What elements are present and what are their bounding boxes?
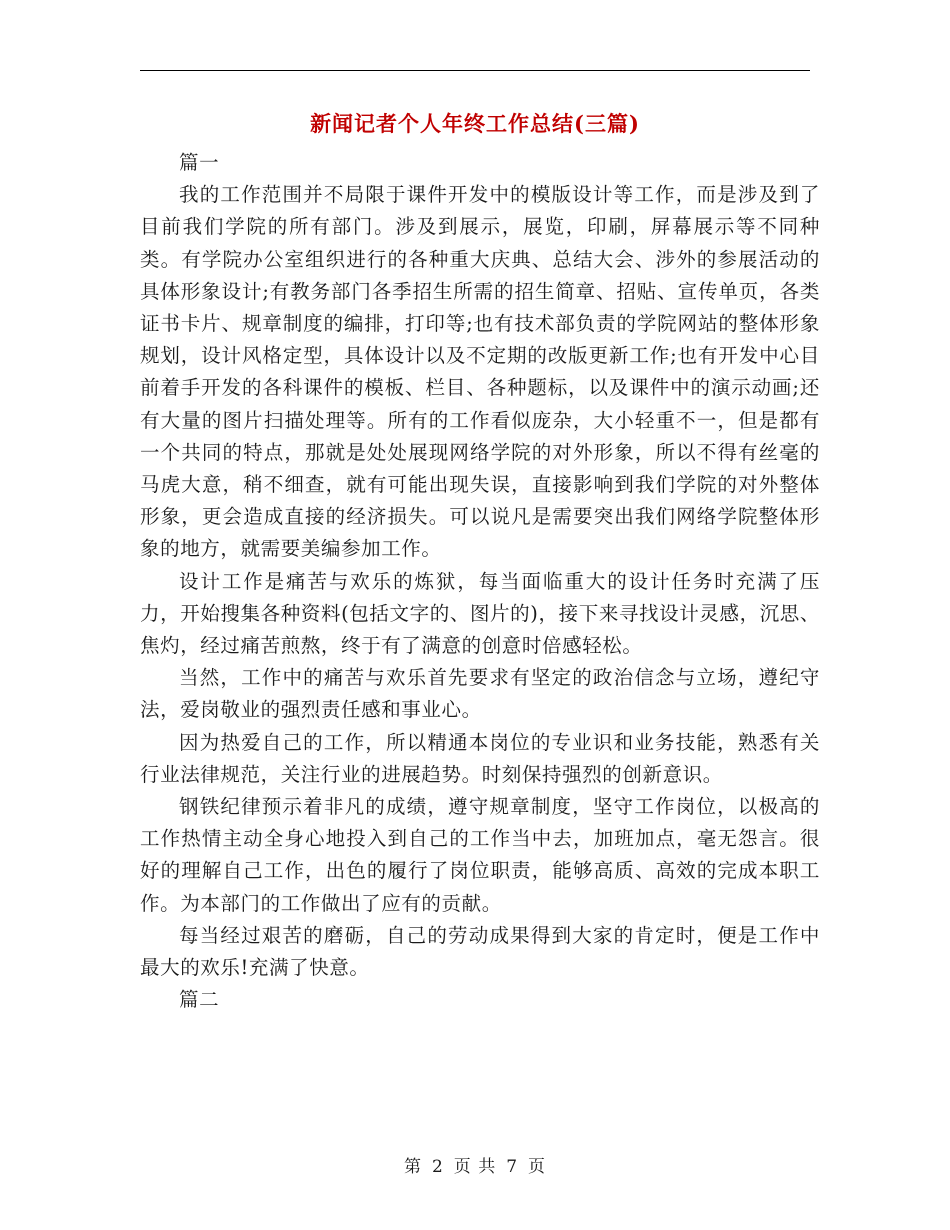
section-heading-2: 篇二 xyxy=(179,988,220,1012)
document-body xyxy=(140,147,820,1016)
page-footer xyxy=(0,1152,950,1177)
paragraph-1: 我的工作范围并不局限于课件开发中的模版设计等工作，而是涉及到了目前我们学院的所有部门。涉及到展示，展览，印刷，屏幕展示等不同种类。有学院办公室组织进行的各种重大庆典、总结大会、涉外的参展活动的具体形象设计;有教务部门各季招生所需的招生简章、招贴、宣传单页，各类证书卡片、规章制度的编排，打印等;也有技术部负责的学院网站的整体形象规划，设计风格定型，具体设计以及不定期的改版更新工作;也有开发中心目前着手开发的各科课件的模板、栏目、各种题标，以及课件中的演示动画;还有大量的图片扫描处理等。所有的工作看似庞杂，大小轻重不一，但是都有一个共同的特点，那就是处处展现网络学院的对外形象，所以不得有丝毫的马虎大意，稍不细查，就有可能出现失误，直接影响到我们学院的对外整体形象，更会造成直接的经济损失。可以说凡是需要突出我们网络学院整体形象的地方，就需要美编参加工作。 xyxy=(140,183,820,561)
paragraph-4: 因为热爱自己的工作，所以精通本岗位的专业识和业务技能，熟悉有关行业法律规范，关注行业的进展趋势。时刻保持强烈的创新意识。 xyxy=(140,730,820,786)
header-rule xyxy=(140,70,810,71)
paragraph-3: 当然，工作中的痛苦与欢乐首先要求有坚定的政治信念与立场，遵纪守法，爱岗敬业的强烈责任感和事业心。 xyxy=(140,666,820,722)
document-title: 新闻记者个人年终工作总结(三篇) xyxy=(310,111,640,136)
paragraph-6: 每当经过艰苦的磨砺，自己的劳动成果得到大家的肯定时，便是工作中最大的欢乐!充满了快意。 xyxy=(140,923,820,980)
paragraph-2: 设计工作是痛苦与欢乐的炼狱，每当面临重大的设计任务时充满了压力，开始搜集各种资料(包括文字的、图片的)，接下来寻找设计灵感，沉思、焦灼，经过痛苦煎熬，终于有了满意的创意时倍感轻松。 xyxy=(140,569,820,658)
footer-suffix: 页 xyxy=(528,1157,547,1177)
current-page-number: 2 xyxy=(431,1157,444,1177)
paragraph-5: 钢铁纪律预示着非凡的成绩，遵守规章制度，坚守工作岗位，以极高的工作热情主动全身心地投入到自己的工作当中去，加班加点，毫无怨言。很好的理解自己工作，出色的履行了岗位职责，能够高质、高效的完成本职工作。为本部门的工作做出了应有的贡献。 xyxy=(140,795,820,915)
footer-middle: 页 共 xyxy=(453,1157,497,1177)
footer-prefix: 第 xyxy=(403,1157,422,1177)
section-heading-1: 篇一 xyxy=(179,151,220,174)
total-page-count: 7 xyxy=(506,1157,519,1177)
